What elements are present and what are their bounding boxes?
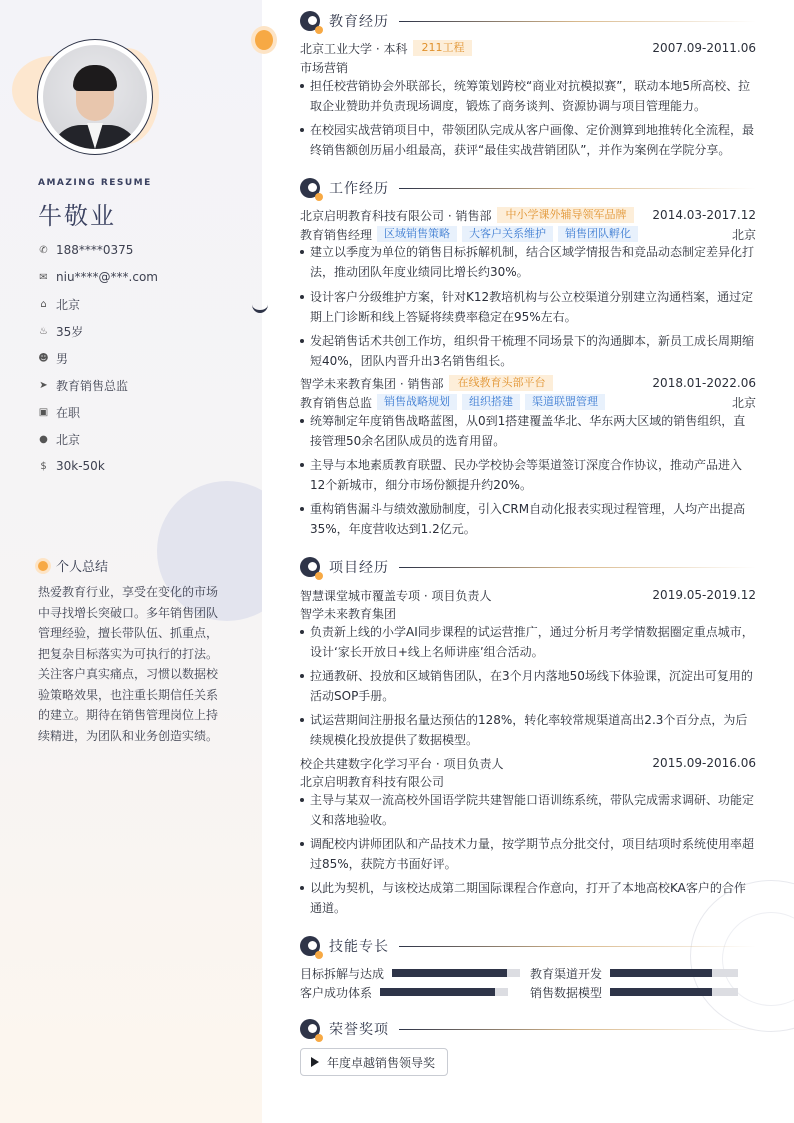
project-row (300, 586, 756, 604)
skill-tag: 组织搭建 (462, 394, 520, 410)
skill-label: 客户成功体系 (300, 985, 373, 1000)
info-item (38, 375, 248, 395)
education-row (300, 39, 756, 57)
entry-date: 2019.05-2019.12 (652, 588, 756, 602)
entry-title: 智慧课堂城市覆盖专项 · 项目负责人 (300, 588, 492, 603)
skill-bar (392, 969, 520, 977)
skill-tag: 销售团队孵化 (558, 226, 638, 242)
info-text: niu****@***.com (56, 270, 158, 284)
info-item (38, 294, 248, 314)
section-title: 荣誉奖项 (329, 1022, 389, 1038)
mail-icon: ✉ (39, 271, 48, 283)
section-icon (300, 936, 320, 956)
bullet-item: 担任校营销协会外联部长，统筹策划跨校“商业对抗模拟赛”，联动本地5所高校、拉取企业赞助并负责现场调度，锻炼了商务谈判、资源协调与项目管理能力。 (300, 76, 756, 116)
candidate-name: 牛敬业 (38, 202, 116, 230)
entry-date: 2015.09-2016.06 (652, 756, 756, 770)
info-item (38, 402, 248, 422)
info-item (38, 348, 248, 368)
info-item (38, 321, 248, 341)
project-org (300, 772, 756, 790)
phone-icon: ✆ (39, 244, 48, 256)
entry-title: 市场营销 (300, 60, 349, 75)
role-title: 教育销售总监 (300, 395, 373, 410)
home-icon: ⌂ (40, 298, 47, 310)
skill-tag: 区域销售策略 (377, 226, 457, 242)
section-icon (300, 557, 320, 577)
entry-title: 智学未来教育集团 · 销售部 (300, 376, 444, 391)
role-row (300, 225, 756, 243)
divider (399, 1029, 756, 1030)
bullet-dot-icon (38, 561, 48, 571)
tagline: AMAZING RESUME (38, 178, 152, 188)
major-row (300, 58, 756, 76)
info-item (38, 267, 248, 287)
decorative-dot (255, 30, 273, 50)
role-title: 教育销售经理 (300, 227, 373, 242)
avatar (43, 45, 147, 149)
entry-date: 2007.09-2011.06 (652, 41, 756, 55)
bullet-item: 主导与某双一流高校外国语学院共建智能口语训练系统，带队完成需求调研、功能定义和落地验收。 (300, 790, 756, 830)
entry-title: 北京启明教育科技有限公司 (300, 774, 445, 789)
skill-bar-fill (380, 988, 495, 996)
divider (399, 946, 756, 947)
skill-label: 销售数据模型 (530, 985, 603, 1000)
company-row (300, 374, 756, 392)
info-item (38, 456, 248, 476)
bullet-item: 设计客户分级维护方案，针对K12教培机构与公立校渠道分别建立沟通档案，通过定期上门诊断和线上答疑将续费率稳定在95%左右。 (300, 287, 756, 327)
info-item (38, 240, 248, 260)
bullet-item: 发起销售话术共创工作坊，组织骨干梳理不同场景下的沟通脚本，新员工成长周期缩短40%，团队内晋升出3名销售组长。 (300, 331, 756, 371)
skill-tag: 大客户关系维护 (462, 226, 553, 242)
bullet-item: 统筹制定年度销售战略蓝图，从0到1搭建覆盖华北、华东两大区域的销售组织，直接管理50余名团队成员的选育用留。 (300, 411, 756, 451)
tag-badge: 211工程 (413, 40, 472, 56)
salary-icon: $ (40, 460, 47, 472)
entry-title: 北京启明教育科技有限公司 · 销售部 (300, 208, 492, 223)
award-item (300, 1048, 448, 1076)
award-label: 年度卓越销售领导奖 (327, 1055, 436, 1070)
divider (399, 21, 756, 22)
section-header (300, 10, 756, 32)
info-text: 北京 (56, 297, 81, 312)
tag-badge: 在线教育头部平台 (449, 375, 553, 391)
skill-bar (610, 969, 738, 977)
info-text: 30k-50k (56, 459, 105, 473)
play-triangle-icon (311, 1057, 319, 1067)
entry-date: 2014.03-2017.12 (652, 208, 756, 222)
role-row (300, 393, 756, 411)
decorative-arc (252, 296, 268, 313)
bullet-item: 建立以季度为单位的销售目标拆解机制，结合区域学情报告和竞品动态制定差异化打法，推动团队年度业绩同比增长约30%。 (300, 242, 756, 282)
city: 北京 (731, 227, 756, 242)
entry-title: 智学未来教育集团 (300, 606, 397, 621)
section-title: 技能专长 (329, 939, 389, 955)
skill-tag: 销售战略规划 (377, 394, 457, 410)
bullet-item: 调配校内讲师团队和产品技术力量，按学期节点分批交付，项目结项时系统使用率超过85%，获院方书面好评。 (300, 834, 756, 874)
summary-title: 个人总结 (38, 556, 108, 575)
skill-label: 教育渠道开发 (530, 966, 603, 981)
skill-bar-fill (392, 969, 507, 977)
personal-summary: 热爱教育行业，享受在变化的市场中寻找增长突破口。多年销售团队管理经验，擅长带队伍、抓重点，把复杂目标落实为可执行的打法。关注客户真实痛点，习惯以数据校验策略效果，也注重长期信任关系的建立。期待在销售管理岗位上持续精进，为团队和业务创造实绩。 (38, 585, 219, 743)
tag-badge: 中小学课外辅导领军品牌 (497, 207, 634, 223)
briefcase-icon: ▣ (38, 406, 49, 418)
project-row (300, 754, 756, 772)
skill-bar (610, 988, 738, 996)
bullet-item: 负责新上线的小学AI同步课程的试运营推广，通过分析月考学情数据圈定重点城市，设计‘家长开放日+线上名师讲座’组合活动。 (300, 622, 756, 662)
send-icon: ➤ (39, 379, 48, 391)
city: 北京 (731, 395, 756, 410)
bullet-item: 在校园实战营销项目中，带领团队完成从客户画像、定价测算到地推转化全流程，最终销售额创历届小组最高，获评“最佳实战营销团队”，并作为案例在学院分享。 (300, 120, 756, 160)
bullet-item: 试运营期间注册报名量达预估的128%，转化率较常规渠道高出2.3个百分点，为后续规模化投放提供了数据模型。 (300, 710, 756, 750)
info-text: 188****0375 (56, 243, 134, 257)
skill-item (530, 984, 738, 1000)
skill-item (300, 984, 508, 1000)
info-text: 35岁 (56, 324, 84, 339)
skill-label: 目标拆解与达成 (300, 966, 385, 981)
bullet-item: 主导与本地素质教育联盟、民办学校协会等渠道签订深度合作协议，推动产品进入12个新城市，细分市场份额提升约20%。 (300, 455, 756, 495)
skill-bar-fill (610, 988, 712, 996)
section-header (300, 177, 756, 199)
section-icon (300, 1019, 320, 1039)
info-text: 在职 (56, 405, 81, 420)
skill-item (300, 965, 520, 981)
gender-icon: ☻ (38, 352, 49, 364)
skill-bar (380, 988, 508, 996)
bullet-item: 以此为契机，与该校达成第二期国际课程合作意向，打开了本地高校KA客户的合作通道。 (300, 878, 756, 918)
info-text: 男 (56, 351, 69, 366)
section-title: 项目经历 (329, 560, 389, 576)
sidebar (0, 0, 262, 1123)
entry-title: 北京工业大学 · 本科 (300, 41, 408, 56)
section-icon (300, 178, 320, 198)
info-text: 北京 (56, 432, 81, 447)
entry-date: 2018.01-2022.06 (652, 376, 756, 390)
skill-bar-fill (610, 969, 712, 977)
company-row (300, 206, 756, 224)
section-title: 教育经历 (329, 14, 389, 30)
bullet-item: 拉通教研、投放和区域销售团队，在3个月内落地50场线下体验课，沉淀出可复用的活动SOP手册。 (300, 666, 756, 706)
cake-icon: ♨ (39, 325, 48, 337)
skill-item (530, 965, 738, 981)
entry-title: 校企共建数字化学习平台 · 项目负责人 (300, 756, 504, 771)
section-header (300, 1018, 756, 1040)
project-org (300, 604, 756, 622)
info-text: 教育销售总监 (56, 378, 129, 393)
section-title: 工作经历 (329, 181, 389, 197)
section-icon (300, 11, 320, 31)
divider (399, 188, 756, 189)
skill-tag: 渠道联盟管理 (525, 394, 605, 410)
divider (399, 567, 756, 568)
info-item (38, 429, 248, 449)
location-pin-icon: ● (39, 433, 48, 445)
section-header (300, 935, 756, 957)
section-header (300, 556, 756, 578)
bullet-item: 重构销售漏斗与绩效激励制度，引入CRM自动化报表实现过程管理，人均产出提高35%，年度营收达到1.2亿元。 (300, 499, 756, 539)
